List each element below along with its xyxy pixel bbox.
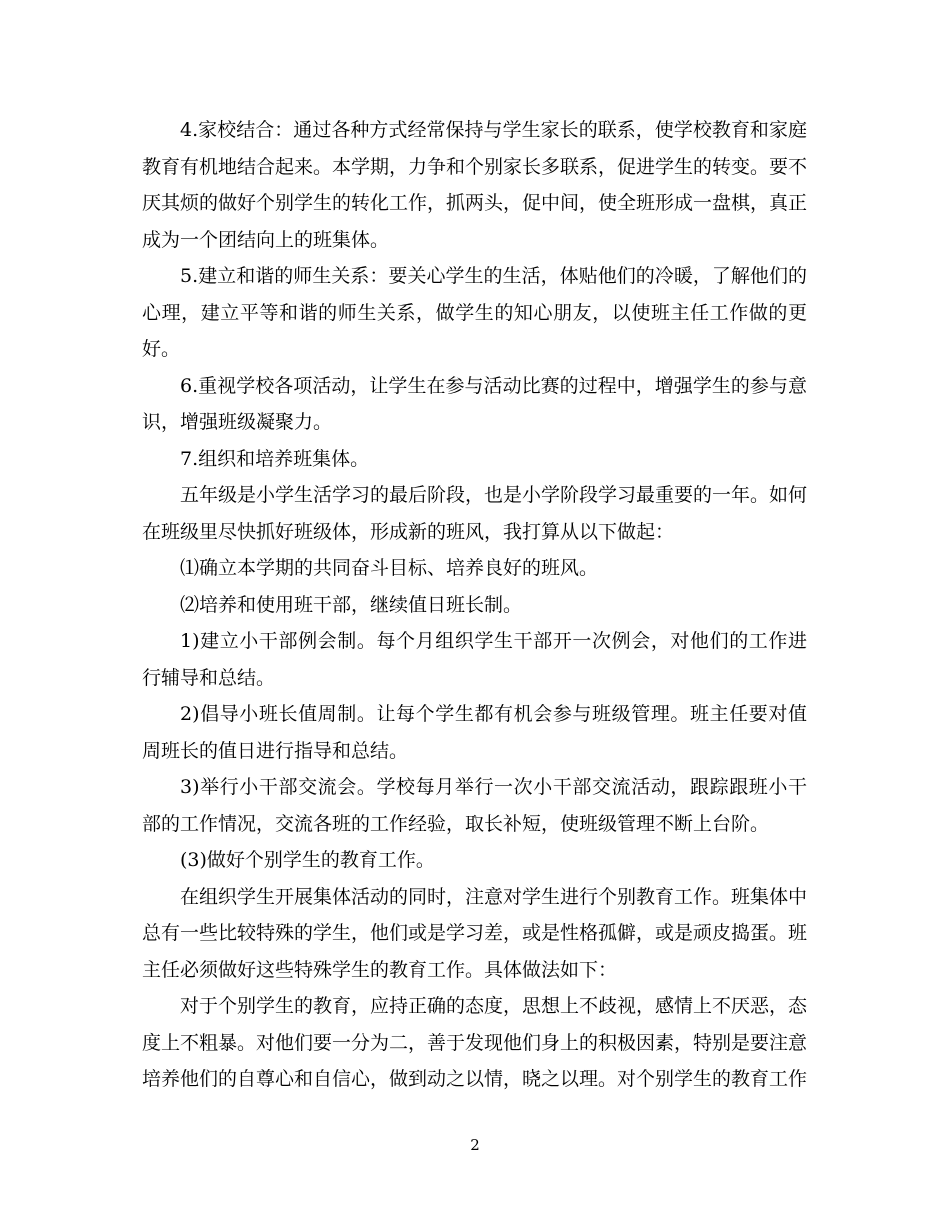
body-text <box>142 112 807 1098</box>
paragraph-6: 6.重视学校各项活动，让学生在参与活动比赛的过程中，增强学生的参与意识，增强班级凝聚力。 <box>142 374 807 433</box>
paragraph-grade-five: 五年级是小学生活学习的最后阶段，也是小学阶段学习最重要的一年。如何在班级里尽快抓好班级体，形成新的班风，我打算从以下做起： <box>142 484 808 543</box>
paragraph-4: 4.家校结合：通过各种方式经常保持与学生家长的联系，使学校教育和家庭教育有机地结合起来。本学期，力争和个别家长多联系，促进学生的转变。要不厌其烦的做好个别学生的转化工作，抓两头，促中间，使全班形成一盘棋，真正成为一个团结向上的班集体。 <box>142 119 808 251</box>
paragraph-individual-education: 在组织学生开展集体活动的同时，注意对学生进行个别教育工作。班集体中总有一些比较特殊的学生，他们或是学习差，或是性格孤僻，或是顽皮捣蛋。班主任必须做好这些特殊学生的教育工作。具体做法如下： <box>142 885 808 981</box>
page-number: 2 <box>470 1136 480 1154</box>
paragraph-5: 5.建立和谐的师生关系：要关心学生的生活，体贴他们的冷暖，了解他们的心理，建立平等和谐的师生关系，做学生的知心朋友，以使班主任工作做的更好。 <box>142 265 807 360</box>
paragraph-item-2: ⑵培养和使用班干部，继续值日班长制。 <box>180 593 523 616</box>
paragraph-attitude: 对于个别学生的教育，应持正确的态度，思想上不歧视，感情上不厌恶，态度上不粗暴。对他们要一分为二，善于发现他们身上的积极因素，特别是要注意培养他们的自尊心和自信心，做到动之以情，晓之以理。对个别学生的教育工作 <box>142 995 808 1090</box>
paragraph-7: 7.组织和培养班集体。 <box>180 447 370 470</box>
paragraph-item-1: ⑴确立本学期的共同奋斗目标、培养良好的班风。 <box>180 557 599 579</box>
paragraph-sub-3: 3)举行小干部交流会。学校每月举行一次小干部交流活动，跟踪跟班小干部的工作情况，交流各班的工作经验，取长补短，使班级管理不断上台阶。 <box>142 776 807 835</box>
paragraph-sub-1: 1)建立小干部例会制。每个月组织学生干部开一次例会，对他们的工作进行辅导和总结。 <box>142 630 807 689</box>
paragraph-sub-2: 2)倡导小班长值周制。让每个学生都有机会参与班级管理。班主任要对值周班长的值日进行指导和总结。 <box>142 703 807 762</box>
paragraph-item-3: (3)做好个别学生的教育工作。 <box>180 849 435 871</box>
